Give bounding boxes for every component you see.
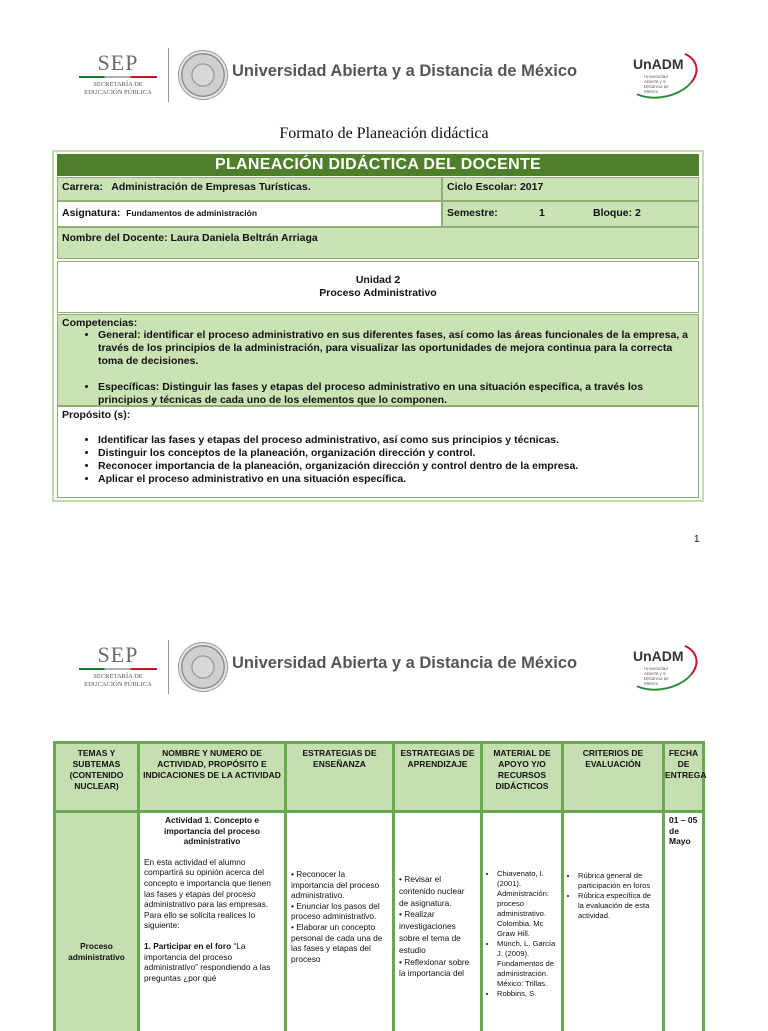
carrera-cell [57, 177, 442, 201]
unadm-logo-sub: Universidad Abierta y a Distancia de México [644, 666, 669, 686]
semestre-label: Semestre: [447, 207, 498, 219]
sep-logo-stripe [79, 668, 157, 670]
sep-logo-sub1: SECRETARÍA DE [93, 673, 143, 680]
material-cell [483, 813, 561, 1031]
ciclo-value: Ciclo Escolar: 2017 [447, 181, 544, 193]
institution-header [0, 0, 768, 105]
aprendizaje-item: • Revisar el contenido nuclear de asignatura. [399, 874, 465, 908]
planning-table [52, 150, 704, 502]
aprendizaje-cell [395, 813, 480, 1031]
header-aprendizaje: ESTRATEGIAS DE APRENDIZAJE [395, 744, 480, 810]
ensenanza-item: • Elaborar un concepto personal de cada una de las fases y etapas del proceso [291, 921, 383, 964]
carrera-label: Carrera: [62, 181, 103, 193]
sep-logo-text: SEP [97, 642, 139, 667]
asignatura-value: Fundamentos de administración [126, 208, 258, 218]
aprendizaje-item: • Reflexionar sobre la importancia del [399, 956, 470, 979]
sep-logo-text: SEP [97, 50, 139, 75]
actividad-step-text: “La importancia del proceso administrativo” respondiendo a las preguntas ¿por qué [144, 940, 271, 983]
competencias-label: Competencias: [62, 317, 138, 329]
asignatura-label: Asignatura: [62, 207, 121, 219]
unidad-number: Unidad 2 [355, 274, 401, 286]
header-temas: TEMAS Y SUBTEMAS (CONTENIDO NUCLEAR) [56, 744, 137, 810]
unadm-logo-text: UnADM [633, 56, 684, 72]
header-material: MATERIAL DE APOYO Y/O RECURSOS DIDÁCTICOS [483, 744, 561, 810]
criterio-item: • Rúbrica específica de la evaluación de esta actividad. [578, 891, 658, 921]
unadm-logo [624, 50, 698, 98]
document-page-2 [0, 600, 768, 1024]
university-name: Universidad Abierta y a Distancia de México [232, 62, 578, 80]
tema-cell: Proceso administrativo [56, 813, 137, 1031]
semestre-cell [442, 201, 699, 227]
ensenanza-cell [287, 813, 392, 1031]
actividad-text: En esta actividad el alumno compartirá su opinión acerca del concepto e importancia que tienen las fases y etapas del proceso administrativo para las empresas. Para ello se solicita realices lo siguiente: [144, 856, 271, 931]
sep-logo-sub1: SECRETARÍA DE [93, 81, 143, 88]
planning-title: PLANEACIÓN DIDÁCTICA DEL DOCENTE [57, 154, 699, 176]
sep-logo-sub2: EDUCACIÓN PÚBLICA [84, 89, 152, 96]
competencia-general: • General: identificar el proceso administrativo en sus diferentes fases, así como las áreas funcionales de la empresa, a través de los principios de la administración, para visualizar las oportunidades de mejora continua para la correcta toma de decisiones. [98, 329, 694, 368]
bloque-value: Bloque: 2 [593, 207, 641, 219]
sep-logo-stripe [79, 76, 157, 78]
docente-cell [57, 227, 699, 259]
ensenanza-item: • Enunciar los pasos del proceso administrativo. [291, 900, 380, 922]
competencias-cell [57, 314, 699, 406]
sep-logo [78, 52, 158, 97]
material-item: • Robbins, S. [497, 989, 557, 999]
sep-logo-sub2: EDUCACIÓN PÚBLICA [84, 681, 152, 688]
actividad-step-label: 1. Participar en el foro [144, 940, 232, 951]
propositos-list [62, 434, 694, 486]
header-fecha: FECHA DE ENTREGA [665, 744, 702, 810]
document-title: Formato de Planeación didáctica [279, 125, 489, 142]
sep-logo [78, 644, 158, 689]
header-divider [168, 48, 169, 102]
university-name: Universidad Abierta y a Distancia de México [232, 654, 578, 672]
header-criterios: CRITERIOS DE EVALUACIÓN [564, 744, 662, 810]
ensenanza-item: • Reconocer la importancia del proceso administrativo. [291, 869, 380, 901]
header-divider [168, 640, 169, 694]
proposito-item: • Distinguir los conceptos de la planeación, organización dirección y control. [98, 447, 694, 460]
aprendizaje-item: • Realizar investigaciones sobre el tema de estudio [399, 909, 461, 955]
asignatura-cell [57, 201, 442, 227]
carrera-value: Administración de Empresas Turísticas. [111, 181, 311, 193]
competencia-especifica: • Específicas: Distinguir las fases y etapas del proceso administrativo en una situación específica, a través los principios y técnicas de cada uno de los elementos que lo componen. [98, 381, 694, 407]
actividad-title: Actividad 1. Concepto e importancia del proceso administrativo [164, 815, 260, 847]
fecha-cell: 01 – 05 de Mayo [665, 813, 702, 1031]
actividad-cell [140, 813, 284, 1031]
proposito-item: • Identificar las fases y etapas del proceso administrativo, así como sus principios y técnicas. [98, 434, 694, 447]
competencias-list [62, 329, 694, 407]
semestre-value: 1 [539, 207, 545, 219]
ciclo-cell [442, 177, 699, 201]
docente-value: Nombre del Docente: Laura Daniela Beltrán Arriaga [62, 232, 318, 244]
page-number: 1 [694, 534, 700, 545]
proposito-item: • Reconocer importancia de la planeación, organización dirección y control dentro de la empresa. [98, 460, 694, 473]
material-item: • Chiavenato, I. (2001). Administración: proceso administrativo. Colombia. Mc Graw Hill. [497, 869, 557, 939]
proposito-cell [57, 406, 699, 498]
unidad-cell [57, 261, 699, 313]
national-seal-icon [178, 50, 228, 100]
unadm-logo-text: UnADM [633, 648, 684, 664]
proposito-label: Propósito (s): [62, 409, 131, 421]
activities-table [53, 741, 705, 1031]
header-ensenanza: ESTRATEGIAS DE ENSEÑANZA [287, 744, 392, 810]
criterio-item: • Rúbrica general de participación en foros [578, 871, 658, 891]
institution-header [0, 592, 768, 697]
proposito-item: • Aplicar el proceso administrativo en una situación específica. [98, 473, 694, 486]
material-item: • Münch, L. García J. (2009). Fundamentos de administración. México: Trillas. [497, 939, 557, 989]
unadm-logo [624, 642, 698, 690]
header-actividad: NOMBRE Y NUMERO DE ACTIVIDAD, PROPÓSITO E INDICACIONES DE LA ACTIVIDAD [140, 744, 284, 810]
unidad-name: Proceso Administrativo [319, 287, 437, 299]
criterios-cell [564, 813, 662, 1031]
national-seal-icon [178, 642, 228, 692]
unadm-logo-sub: Universidad Abierta y a Distancia de México [644, 74, 669, 94]
